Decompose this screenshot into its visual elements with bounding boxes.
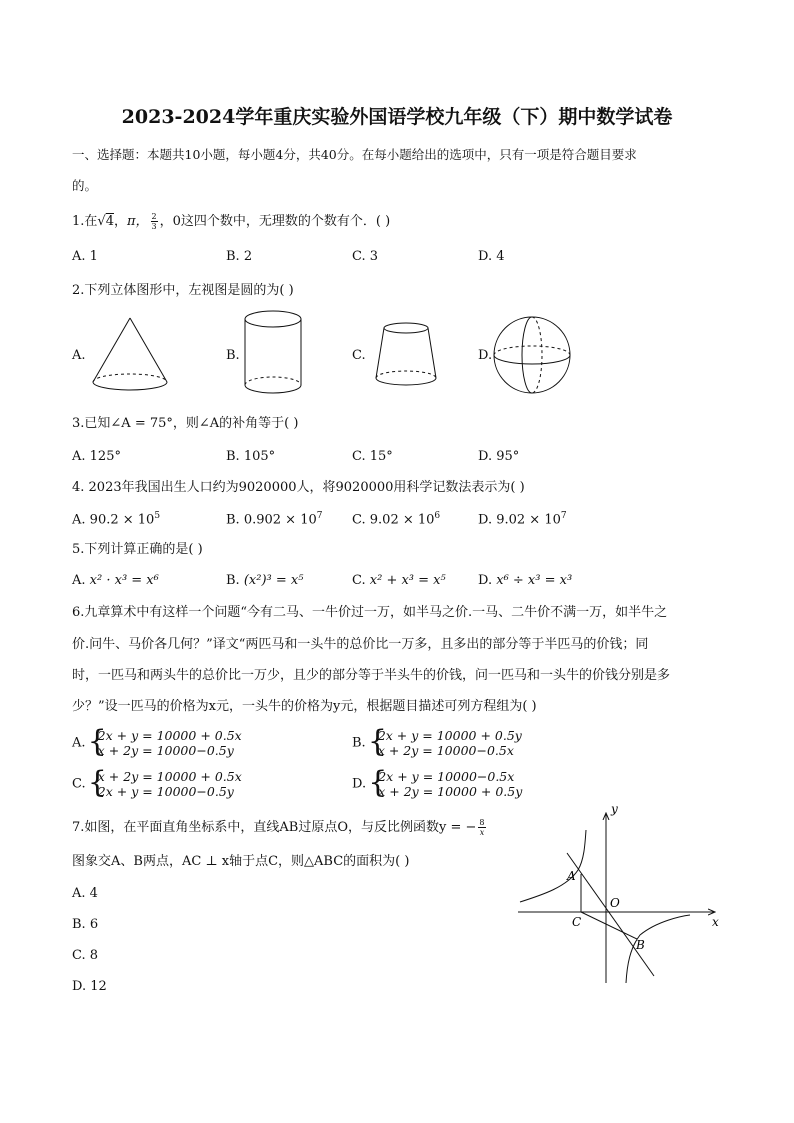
q2-label-b: B. xyxy=(226,348,240,363)
label-c: C xyxy=(572,915,582,929)
sphere-figure xyxy=(492,314,582,398)
q2-label-c: C. xyxy=(352,348,366,363)
question-7-line1: 7.如图，在平面直角坐标系中，直线AB过原点O，与反比例函数y = − $\frac{8}{x}$ xyxy=(72,818,485,837)
label-y: y xyxy=(611,805,618,816)
q4-option-d: D. $9.02 \times 10^7$ xyxy=(478,511,567,528)
question-3-stem: 3.已知∠A = 75°，则∠A的补角等于( ) xyxy=(72,416,299,431)
q4-option-a: A. $90.2 \times 10^5$ xyxy=(72,511,161,528)
q1-pi: π， xyxy=(127,214,149,229)
question-1-stem xyxy=(72,212,390,231)
segment-cb xyxy=(581,912,637,939)
frustum-figure xyxy=(368,318,448,398)
q4-option-c: C. $9.02 \times 10^6$ xyxy=(352,511,441,528)
section-header-line1: 一、选择题：本题共10小题，每小题4分，共40分。在每小题给出的选项中，只有一项是符合题目要求 xyxy=(72,147,637,162)
q3-option-b: B. 105° xyxy=(226,449,276,464)
question-6-line3: 时，一匹马和两头牛的总价比一万少，且少的部分等于半头牛的价钱，问一匹马和一头牛的价钱分别是多 xyxy=(72,668,671,683)
q2-label-d: D. xyxy=(478,348,493,363)
q1-option-b: B. 2 xyxy=(226,249,253,264)
label-b: B xyxy=(636,938,645,952)
label-a: A xyxy=(567,869,576,883)
cylinder-figure xyxy=(238,305,318,405)
question-2-stem: 2.下列立体图形中，左视图是圆的为( ) xyxy=(72,283,294,298)
label-x: x xyxy=(712,915,719,929)
q7-fraction: $\frac{8}{x}$ xyxy=(479,818,485,837)
q4-option-b: B. $0.902 \times 10^7$ xyxy=(226,511,323,528)
q5-option-b: B. (x²)³ = x⁵ xyxy=(226,573,304,588)
q7-option-a: A. 4 xyxy=(72,886,98,901)
q5-option-d: D. x⁶ ÷ x³ = x³ xyxy=(478,573,573,588)
question-5-stem: 5.下列计算正确的是( ) xyxy=(72,542,203,557)
q1-fraction: $\frac{2}{3}$ xyxy=(151,212,157,231)
q3-option-a: A. 125° xyxy=(72,449,121,464)
q1-option-c: C. 3 xyxy=(352,249,379,264)
q1-option-a: A. 1 xyxy=(72,249,98,264)
q1-prefix: 1.在 xyxy=(72,214,98,229)
q6-option-b: B. { 2x + y = 10000 + 0.5y x + 2y = 10000−0.5x xyxy=(352,728,522,758)
question-4-stem: 4. 2023年我国出生人口约为9020000人，将9020000用科学记数法表示为( ) xyxy=(72,480,525,495)
q5-option-c: C. x² + x³ = x⁵ xyxy=(352,573,446,588)
q2-label-a: A. xyxy=(72,348,86,363)
q3-option-d: D. 95° xyxy=(478,449,520,464)
q1-sqrt: √4， xyxy=(97,214,127,229)
question-6-line2: 价.问牛、马价各几何？”译文“两匹马和一头牛的总价比一万多，且多出的部分等于半匹马的价钱；同 xyxy=(72,637,649,652)
q7-option-c: C. 8 xyxy=(72,948,99,963)
cone-figure xyxy=(85,312,185,397)
label-o: O xyxy=(610,896,620,910)
q7-coordinate-figure xyxy=(512,805,742,990)
q1-suffix: ，0这四个数中，无理数的个数有个．( ) xyxy=(159,214,391,229)
q6-option-a: A. { 2x + y = 10000 + 0.5x x + 2y = 10000−0.5y xyxy=(72,728,242,758)
q3-option-c: C. 15° xyxy=(352,449,393,464)
q6-option-d: D. { 2x + y = 10000−0.5x x + 2y = 10000 + 0.5y xyxy=(352,769,522,799)
q7-option-b: B. 6 xyxy=(72,917,99,932)
question-7-line2: 图象交A、B两点，AC ⊥ x轴于点C，则△ABC的面积为( ) xyxy=(72,854,410,869)
section-header-line2: 的。 xyxy=(72,178,98,193)
q7-option-d: D. 12 xyxy=(72,979,107,994)
q6-option-c: C. { x + 2y = 10000 + 0.5x 2x + y = 10000−0.5y xyxy=(72,769,242,799)
q1-option-d: D. 4 xyxy=(478,249,505,264)
question-6-line4: 少？”设一匹马的价格为x元，一头牛的价格为y元，根据题目描述可列方程组为( ) xyxy=(72,699,537,714)
q5-option-a: A. x² · x³ = x⁶ xyxy=(72,573,159,588)
question-6-line1: 6.九章算术中有这样一个问题“今有二马、一牛价过一万，如半马之价.一马、二牛价不满一万，如半牛之 xyxy=(72,605,668,620)
page-title: 2023-2024学年重庆实验外国语学校九年级（下）期中数学试卷 xyxy=(121,106,673,128)
